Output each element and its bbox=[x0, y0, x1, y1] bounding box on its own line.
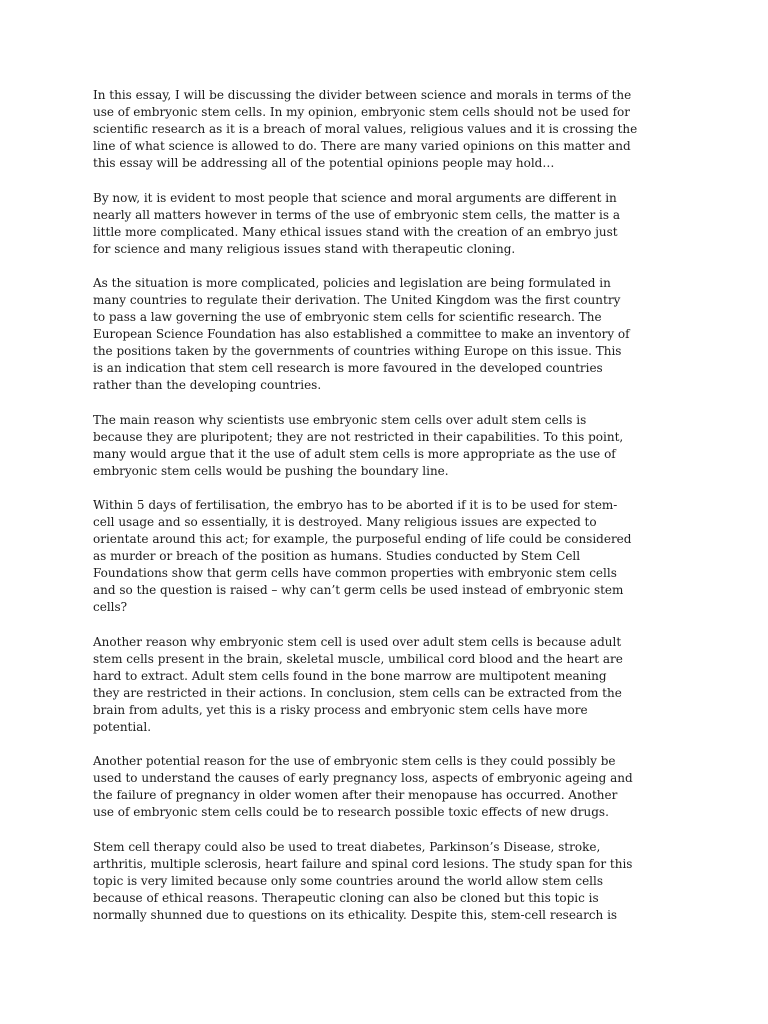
paragraph-introduction: In this essay, I will be discussing the divider between science and morals in terms of the use of embryonic stem cells. In my opinion, embryonic stem cells should not be used for scientific research as it is a breach of moral values, religious values and it is crossing the line of what science is allowed to do. There are many varied opinions on this matter and this essay will be addressing all of the potential opinions people may hold… bbox=[93, 88, 638, 170]
paragraph-pregnancy-research: Another potential reason for the use of embryonic stem cells is they could possibly be used to understand the causes of early pregnancy loss, aspects of embryonic ageing and the failure of pregnancy in older women after their menopause has occurred. Another use of embryonic stem cells could be to research possible toxic effects of new drugs. bbox=[93, 754, 633, 819]
paragraph-pluripotent: The main reason why scientists use embryonic stem cells over adult stem cells is because they are pluripotent; they are not restricted in their capabilities. To this point, many would argue that it the use of adult stem cells is more appropriate as the use of embryonic stem cells would be pushing the boundary line. bbox=[93, 412, 624, 478]
document-page bbox=[93, 87, 673, 941]
paragraph-legislation: As the situation is more complicated, policies and legislation are being formulated in many countries to regulate their derivation. The United Kingdom was the first country to pass a law governing the use of embryonic stem cells for scientific research. The European Science Foundation has also established a committee to make an inventory of the positions taken by the governments of countries withing Europe on this issue. This is an indication that stem cell research is more favoured in the developed countries rather than the developing countries. bbox=[93, 276, 630, 392]
paragraph-fertilisation: Within 5 days of fertilisation, the embryo has to be aborted if it is to be used for stem- cell usage and so essentially, it is destroyed. Many religious issues are expected to orientate around this act; for example, the purposeful ending of life could be considered as murder or breach of the position as humans. Studies conducted by Stem Cell Foundations show that germ cells have common properties with embryonic stem cells and so the question is raised – why can’t germ cells be used instead of embryonic stem cells? bbox=[93, 498, 632, 614]
paragraph-adult-stem-cells: Another reason why embryonic stem cell is used over adult stem cells is because adult stem cells present in the brain, skeletal muscle, umbilical cord blood and the heart are hard to extract. Adult stem cells found in the bone marrow are multipotent meaning they are restricted in their actions. In conclusion, stem cells can be extracted from the brain from adults, yet this is a risky process and embryonic stem cells have more potential. bbox=[93, 634, 623, 734]
paragraph-science-vs-morals: By now, it is evident to most people that science and moral arguments are different in nearly all matters however in terms of the use of embryonic stem cells, the matter is a little more complicated. Many ethical issues stand with the creation of an embryo just for science and many religious issues stand with therapeutic cloning. bbox=[93, 190, 620, 256]
paragraph-stem-cell-therapy: Stem cell therapy could also be used to treat diabetes, Parkinson’s Disease, stroke, arthritis, multiple sclerosis, heart failure and spinal cord lesions. The study span for this topic is very limited because only some countries around the world allow stem cells because of ethical reasons. Therapeutic cloning can also be cloned but this topic is normally shunned due to questions on its ethicality. Despite this, stem-cell research is bbox=[93, 839, 633, 922]
